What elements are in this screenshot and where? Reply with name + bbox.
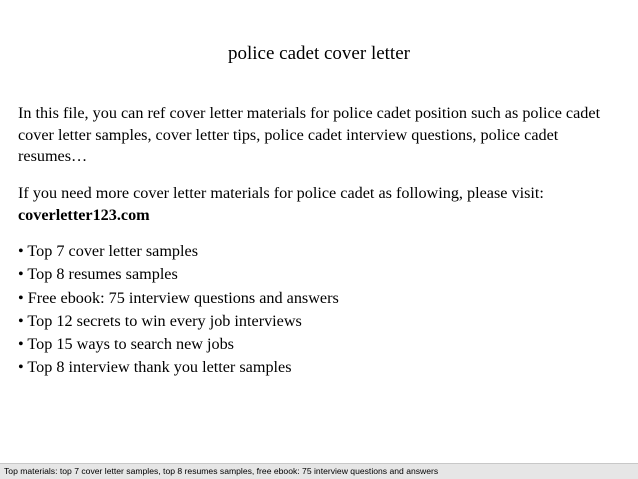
page-content [18,103,623,380]
intro-paragraph: In this file, you can ref cover letter materials for police cadet position such as police cadet cover letter samples, cover letter tips, police cadet interview questions, police cadet resumes… [18,104,601,165]
visit-text: If you need more cover letter materials for police cadet as following, please visit: [18,184,544,202]
list-item: • Top 7 cover letter samples [18,242,198,260]
list-item: • Top 15 ways to search new jobs [18,335,234,354]
list-item: • Top 8 interview thank you letter samples [18,358,292,377]
materials-list [18,240,623,380]
site-link[interactable]: coverletter123.com [18,205,150,224]
list-item: • Top 12 secrets to win every job interviews [18,311,302,330]
list-item: • Free ebook: 75 interview questions and answers [18,288,339,307]
page-title: police cadet cover letter [228,43,410,64]
visit-paragraph [18,183,623,226]
footer-bar: Top materials: top 7 cover letter samples, top 8 resumes samples, free ebook: 75 interview questions and answers [0,463,638,479]
list-item: • Top 8 resumes samples [18,265,178,284]
